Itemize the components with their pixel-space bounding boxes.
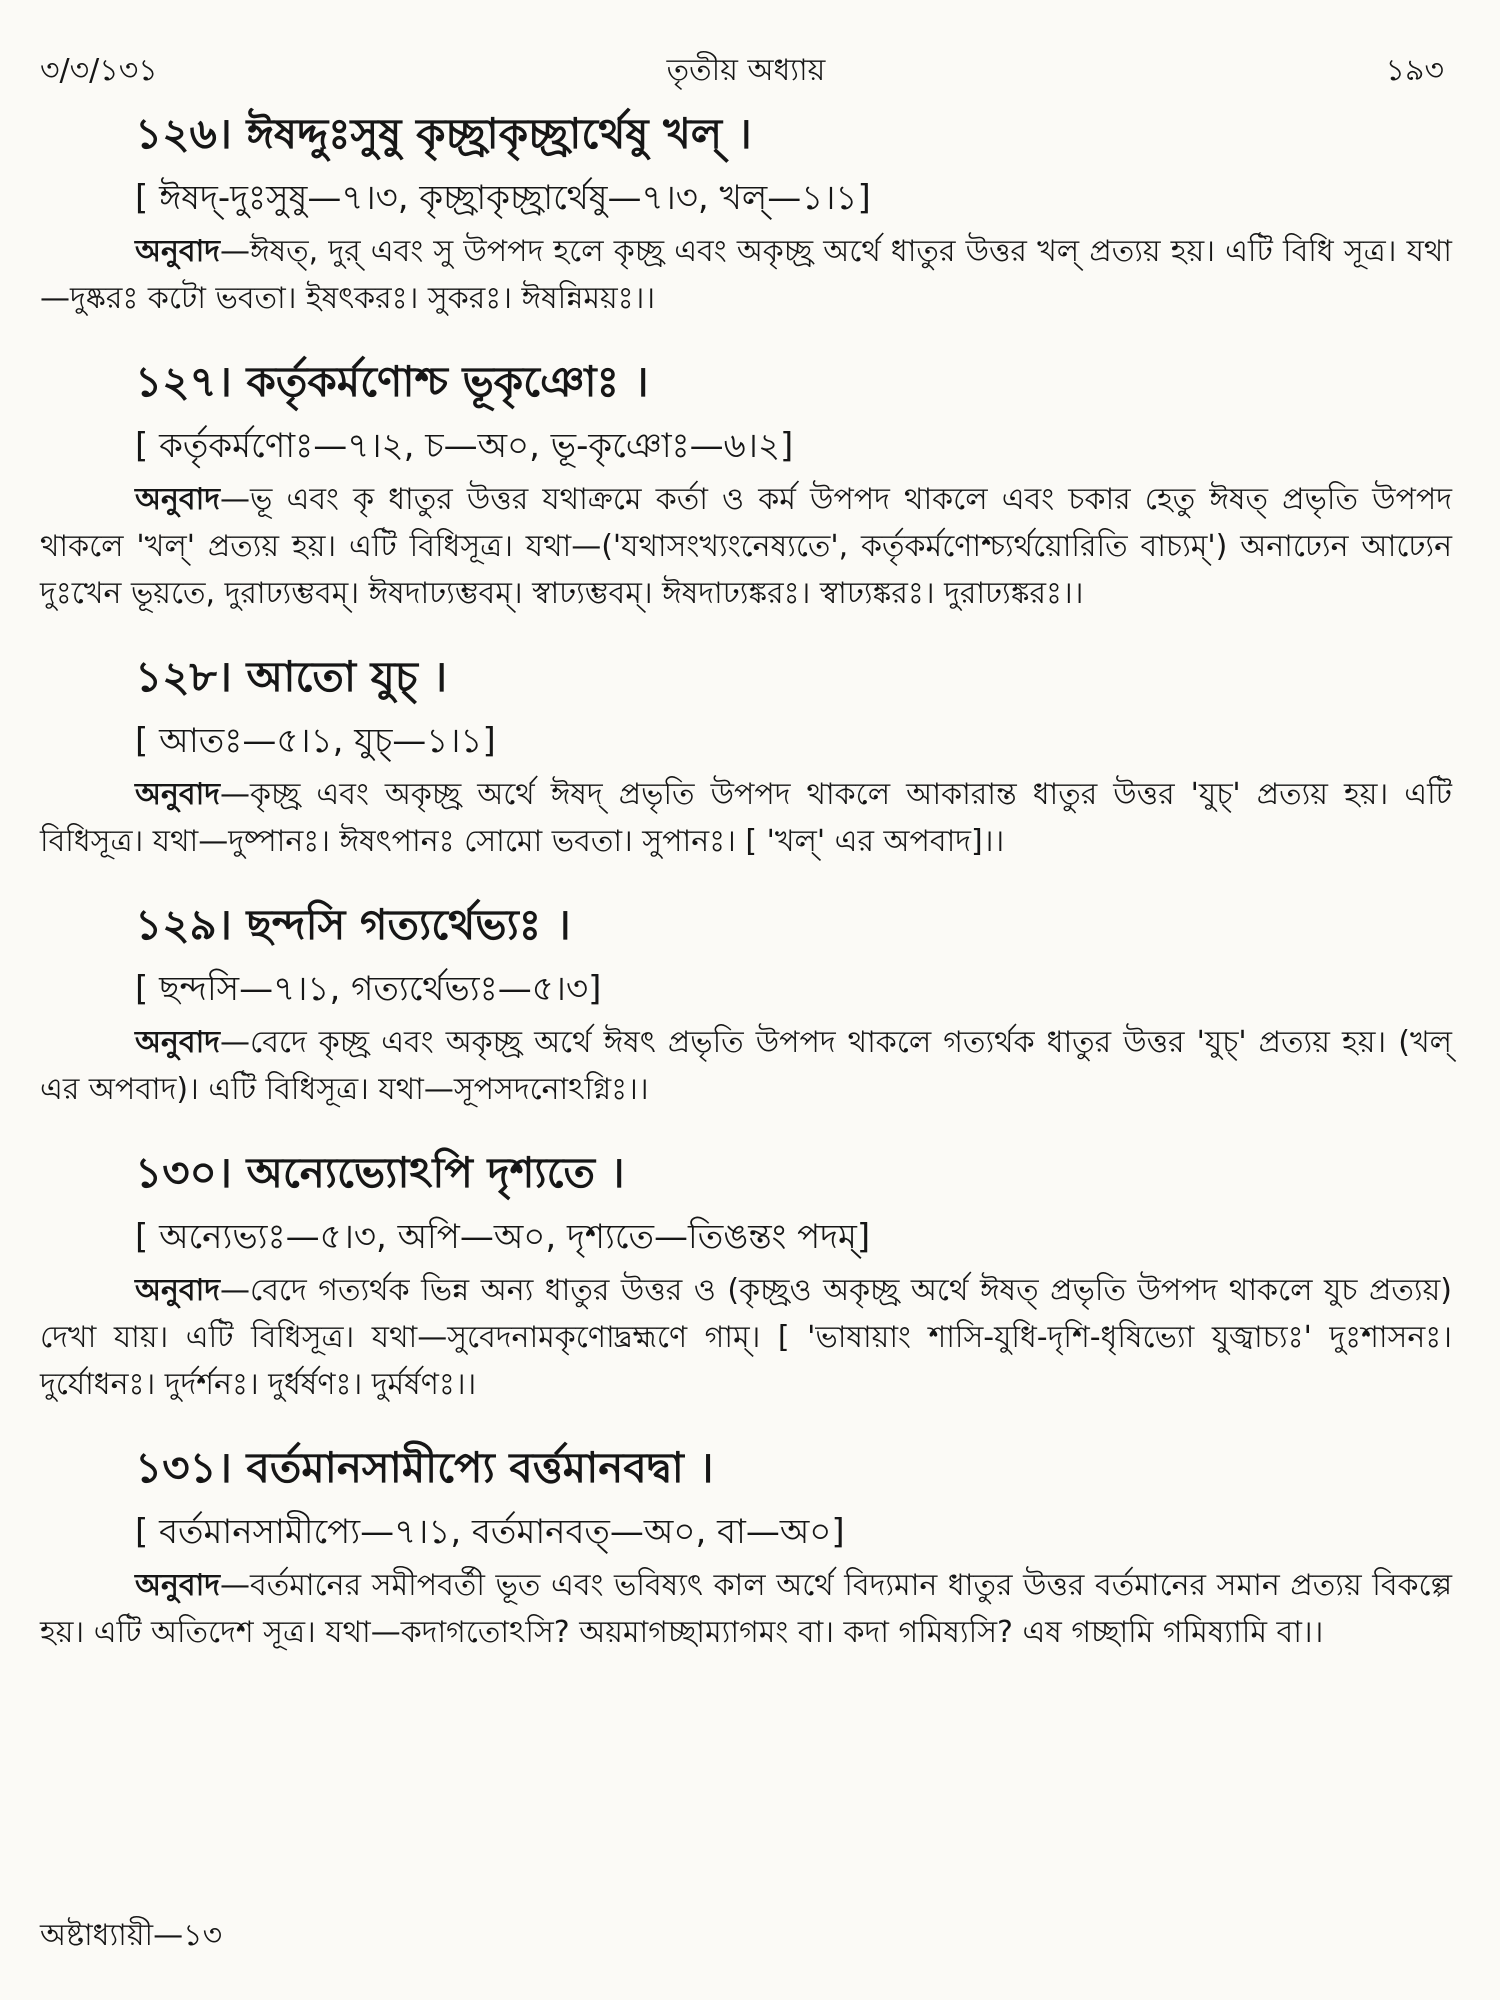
pada-vibhag: [ বর্তমানসামীপ্যে—৭।১, বর্তমানবত্—অ০, বা—অ০] — [135, 1512, 845, 1552]
pada-vibhag: [ ঈষদ্-দুঃসুষু—৭।৩, কৃচ্ছ্রাকৃচ্ছ্রার্থেষু—৭।৩, খল্—১।১] — [135, 178, 871, 218]
sutra-section — [40, 104, 1452, 322]
anuvad-text: —ভূ এবং কৃ ধাতুর উত্তর যথাক্রমে কর্তা ও কর্ম উপপদ থাকলে এবং চকার হেতু ঈষত্ প্রভৃতি উপপদ থাকলে 'খল্' প্রত্যয় হয়। এটি বিধিসূত্র। যথা—('যথাসংখ্যংনেষ্যতে', কর্তৃকর্মণোশ্চ্যর্থয়োরিতি বাচ্যম্') অনাঢ্যেন আঢ্যেন দুঃখেন ভূয়তে, দুরাঢ্যম্ভবম্। ঈষদাঢ্যম্ভবম্। স্বাঢ্যম্ভবম্। ঈষদাঢ্যঙ্করঃ। স্বাঢ্যঙ্করঃ। দুরাঢ্যঙ্করঃ।। — [40, 482, 1452, 611]
sutra-section — [40, 895, 1452, 1113]
anuvad-text: —বর্তমানের সমীপবর্তী ভূত এবং ভবিষ্যৎ কাল অর্থে বিদ্যমান ধাতুর উত্তর বর্তমানের সমান প্রত্যয় বিকল্পে হয়। এটি অতিদেশ সূত্র। যথা—কদাগতোঽসি? অয়মাগচ্ছাম্যাগমং বা। কদা গমিষ্যসি? এষ গচ্ছামি গমিষ্যামি বা।। — [40, 1568, 1452, 1650]
anuvad-label: অনুবাদ — [135, 482, 221, 517]
sutra-heading: ১২৮। আতো যুচ্ । — [135, 652, 448, 701]
chapter-title: তৃতীয় অধ্যায় — [666, 53, 826, 88]
anuvad-label: অনুবাদ — [135, 1273, 221, 1308]
sutra-section — [40, 1438, 1452, 1656]
pada-vibhag: [ আতঃ—৫।১, যুচ্—১।১] — [135, 721, 496, 761]
pada-vibhag: [ অন্যেভ্যঃ—৫।৩, অপি—অ০, দৃশ্যতে—তিঙন্তং পদম্] — [135, 1217, 871, 1257]
anuvad-label: অনুবাদ — [135, 1025, 221, 1060]
anuvad-text: —বেদে কৃচ্ছ্র এবং অকৃচ্ছ্র অর্থে ঈষৎ প্রভৃতি উপপদ থাকলে গত্যর্থক ধাতুর উত্তর 'যুচ্' প্রত্যয় হয়। (খল্ এর অপবাদ)। এটি বিধিসূত্র। যথা—সূপসদনোঽগ্নিঃ।। — [40, 1025, 1452, 1107]
anuvad-paragraph — [40, 228, 1452, 322]
book-footer: অষ্টাধ্যায়ী—১৩ — [40, 1918, 223, 1953]
pada-vibhag: [ কর্তৃকর্মণোঃ—৭।২, চ—অ০, ভূ-কৃঞোঃ—৬।২] — [135, 426, 794, 466]
anuvad-text: —বেদে গত্যর্থক ভিন্ন অন্য ধাতুর উত্তর ও (কৃচ্ছ্রও অকৃচ্ছ্র অর্থে ঈষত্ প্রভৃতি উপপদ থাকলে যুচ প্রত্যয়) দেখা যায়। এটি বিধিসূত্র। যথা—সুবেদনামকৃণোদ্ব্রহ্মণে গাম্। [ 'ভাষায়াং শাসি-যুধি-দৃশি-ধৃষিভ্যো যুজ্বাচ্যঃ' দুঃশাসনঃ। দুর্যোধনঃ। দুর্দর্শনঃ। দুর্ধর্ষণঃ। দুর্মর্ষণঃ।। — [40, 1273, 1452, 1402]
sutra-heading: ১৩১। বর্তমানসামীপ্যে বর্ত্তমানবদ্বা । — [135, 1443, 714, 1492]
anuvad-text: —কৃচ্ছ্র এবং অকৃচ্ছ্র অর্থে ঈষদ্ প্রভৃতি উপপদ থাকলে আকারান্ত ধাতুর উত্তর 'যুচ্' প্রত্যয় হয়। এটি বিধিসূত্র। যথা—দুষ্পানঃ। ঈষৎপানঃ সোমো ভবতা। সুপানঃ। [ 'খল্' এর অপবাদ]।। — [40, 777, 1452, 859]
anuvad-paragraph — [40, 1267, 1452, 1408]
anuvad-paragraph — [40, 1019, 1452, 1113]
sutra-heading: ১২৯। ছন্দসি গত্যর্থেভ্যঃ । — [135, 900, 571, 949]
page-number: ১৯৩ — [1385, 53, 1444, 88]
anuvad-paragraph — [40, 1562, 1452, 1656]
sutra-section — [40, 1143, 1452, 1408]
sutra-section — [40, 647, 1452, 865]
sutra-section — [40, 352, 1452, 617]
anuvad-paragraph — [40, 476, 1452, 617]
anuvad-paragraph — [40, 771, 1452, 865]
anuvad-label: অনুবাদ — [135, 777, 221, 812]
anuvad-label: অনুবাদ — [135, 1568, 221, 1603]
pada-vibhag: [ ছন্দসি—৭।১, গত্যর্থেভ্যঃ—৫।৩] — [135, 969, 602, 1009]
sutra-range: ৩/৩/১৩১ — [40, 53, 158, 88]
anuvad-label: অনুবাদ — [135, 234, 221, 269]
anuvad-text: —ঈষত্, দুর্ এবং সু উপপদ হলে কৃচ্ছ্র এবং অকৃচ্ছ্র অর্থে ধাতুর উত্তর খল্ প্রত্যয় হয়। এটি বিধি সূত্র। যথা—দুষ্করঃ কটো ভবতা। ইষৎকরঃ। সুকরঃ। ঈষন্নিময়ঃ।। — [40, 234, 1452, 316]
sutra-heading: ১২৬। ঈষদ্দুঃসুষু কৃচ্ছ্রাকৃচ্ছ্রার্থেষু খল্ । — [135, 109, 752, 158]
sutra-heading: ১২৭। কর্তৃকর্মণোশ্চ ভূকৃঞোঃ । — [135, 357, 649, 406]
sutra-heading: ১৩০। অন্যেভ্যোঽপি দৃশ্যতে । — [135, 1148, 625, 1197]
running-header — [40, 34, 1452, 94]
